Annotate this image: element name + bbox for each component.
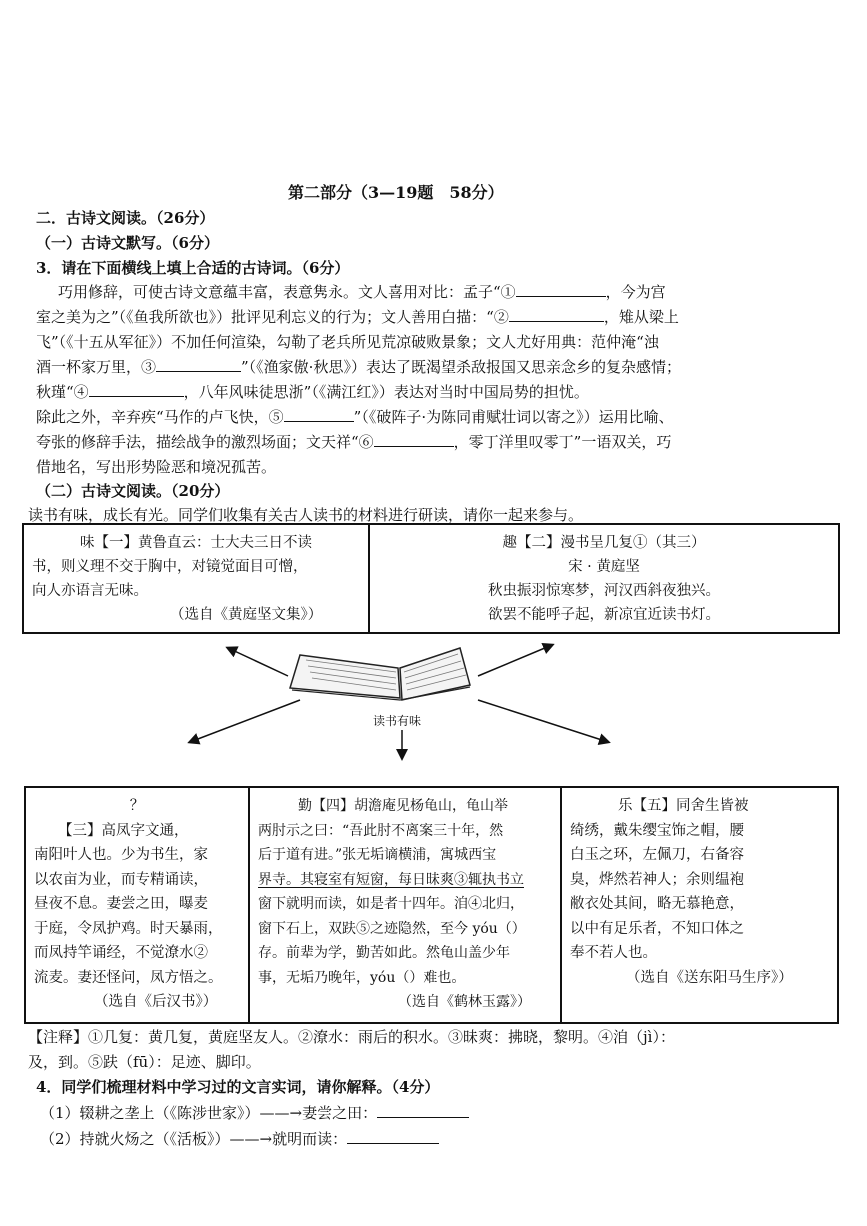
section-heading: 二．古诗文阅读。（26分）: [36, 209, 215, 227]
arrow-down-right: [478, 700, 608, 742]
q3-line-7: 夸张的修辞手法，描绘战争的激烈场面；文天祥“⑥ ，零丁洋里叹零丁”一语双关，巧: [36, 430, 836, 454]
material-four-source: （选自《鹤林玉露》）: [398, 994, 531, 1010]
q3-line-2: 室之美为之”（《鱼我所欲也》）批评见利忘义的行为；文人善用白描：“② ，雉从梁上: [36, 305, 836, 329]
q3-line-8: 借地名，写出形势险恶和境况孤苦。: [36, 458, 277, 476]
q3-line-5: 秋瑾“④ ，八年风味徒思浙”（《满江红》）表达对当时中国局势的担忧。: [36, 380, 836, 404]
notes-line-2: 及，到。⑤趺（fū）：足迹、脚印。: [28, 1053, 261, 1071]
q4-answer-1[interactable]: [377, 1101, 469, 1118]
blank-2[interactable]: [509, 305, 604, 322]
mind-map-arrows: [0, 634, 867, 784]
arrow-up-right: [478, 645, 552, 676]
material-four: 勤【四】胡澹庵见杨龟山，龟山举 两肘示之曰：“吾此肘不离案三十年，然 后于道有进。”张无垢谪横浦，寓城西宝 界寺。其寝室有短窗，每日昧爽③辄执书立 窗下就明而读，如是者十四年。洎④北归， 窗下石上，双趺⑤之迹隐然，至今 yóu（） 存。前辈为学，勤苦如此。然龟山盖少年 事，无垢乃晚年，yóu（）难也。 （选自《鹤林玉露》）: [250, 788, 562, 1022]
blank-4[interactable]: [89, 380, 184, 397]
arrow-down-left: [190, 700, 300, 742]
q3-line-3: 飞”（《十五从军征》）不加任何渲染，勾勒了老兵所见荒凉破败景象；文人尤好用典：范仲淹“浊: [36, 333, 659, 351]
q4-answer-2[interactable]: [347, 1127, 439, 1144]
notes-line-1: 【注释】①几复：黄几复，黄庭坚友人。②潦水：雨后的积水。③昧爽：拂晓，黎明。④洎（jì）：: [28, 1028, 675, 1046]
material-three-source: （选自《后汉书》）: [94, 994, 218, 1010]
center-label: 读书有味: [373, 714, 422, 728]
subsection-heading-1: （一）古诗文默写。（6分）: [36, 234, 219, 252]
q3-line-6: 除此之外，辛弃疾“马作的卢飞快，⑤ ”（《破阵子·为陈同甫赋壮词以寄之》）运用比喻、: [36, 405, 836, 429]
material-one: 味【一】黄鲁直云：士大夫三日不读 书，则义理不交于胸中，对镜觉面目可憎， 向人亦语言无味。 （选自《黄庭坚文集》）: [24, 525, 370, 632]
top-materials-box: [22, 523, 840, 634]
blank-3[interactable]: [156, 355, 241, 372]
blank-6[interactable]: [374, 430, 454, 447]
blank-5[interactable]: [284, 405, 354, 422]
poem-title: 趣【二】漫书呈几复①（其三）: [502, 535, 706, 551]
bottom-materials-box: [24, 786, 839, 1024]
material-three: ？ 【三】高凤字文通， 南阳叶人也。少为书生，家 以农亩为业，而专精诵读， 昼夜不息。妻尝之田，曝麦 于庭，令凤护鸡。时天暴雨， 而凤持竿诵经，不觉潦水② 流麦。妻还怪问，凤方悟之。 （选自《后汉书》）: [26, 788, 250, 1022]
material-five: 乐【五】同舍生皆被 绮绣，戴朱缨宝饰之帽，腰 白玉之环，左佩刀，右备容 臭，烨然若神人；余则缊袍 敝衣处其间，略无慕艳意， 以中有足乐者，不知口体之 奉不若人也。 （选自《送东阳马生序》）: [562, 788, 837, 1022]
material-five-source: （选自《送东阳马生序》）: [626, 969, 793, 986]
blank-1[interactable]: [516, 280, 606, 297]
q4-item-2: （2）持就火炀之（《活板》）——→就明而读：: [40, 1127, 840, 1151]
q3-line-4: 酒一杯家万里，③ ”（《渔家傲·秋思》）表达了既渴望杀敌报国又思亲念乡的复杂感情；: [36, 355, 836, 379]
reading-intro: 读书有味，成长有光。同学们收集有关古人读书的材料进行研读，请你一起来参与。: [28, 506, 584, 524]
question-4-title: 4．同学们梳理材料中学习过的文言实词，请你解释。（4分）: [36, 1078, 440, 1096]
q3-line-1: 巧用修辞，可使古诗文意蕴丰富，表意隽永。文人喜用对比：孟子“① ，今为宫: [58, 280, 858, 304]
open-book-icon: [290, 648, 470, 700]
q4-item-1: （1）辍耕之垄上（《陈涉世家》）——→妻尝之田：: [40, 1101, 840, 1125]
subsection-heading-2: （二）古诗文阅读。（20分）: [36, 482, 230, 500]
part-title: 第二部分（3—19题 58分）: [288, 183, 504, 202]
question-3-title: 3．请在下面横线上填上合适的古诗词。（6分）: [36, 259, 350, 277]
poem-author: 宋 · 黄庭坚: [568, 559, 640, 575]
material-two: 趣【二】漫书呈几复①（其三） 宋 · 黄庭坚 秋虫振羽惊寒梦，河汉西斜夜独兴。 欲罢不能呼子起，新凉宜近读书灯。: [370, 525, 838, 632]
arrow-up-left: [228, 648, 288, 676]
material-one-source: （选自《黄庭坚文集》）: [170, 607, 323, 623]
